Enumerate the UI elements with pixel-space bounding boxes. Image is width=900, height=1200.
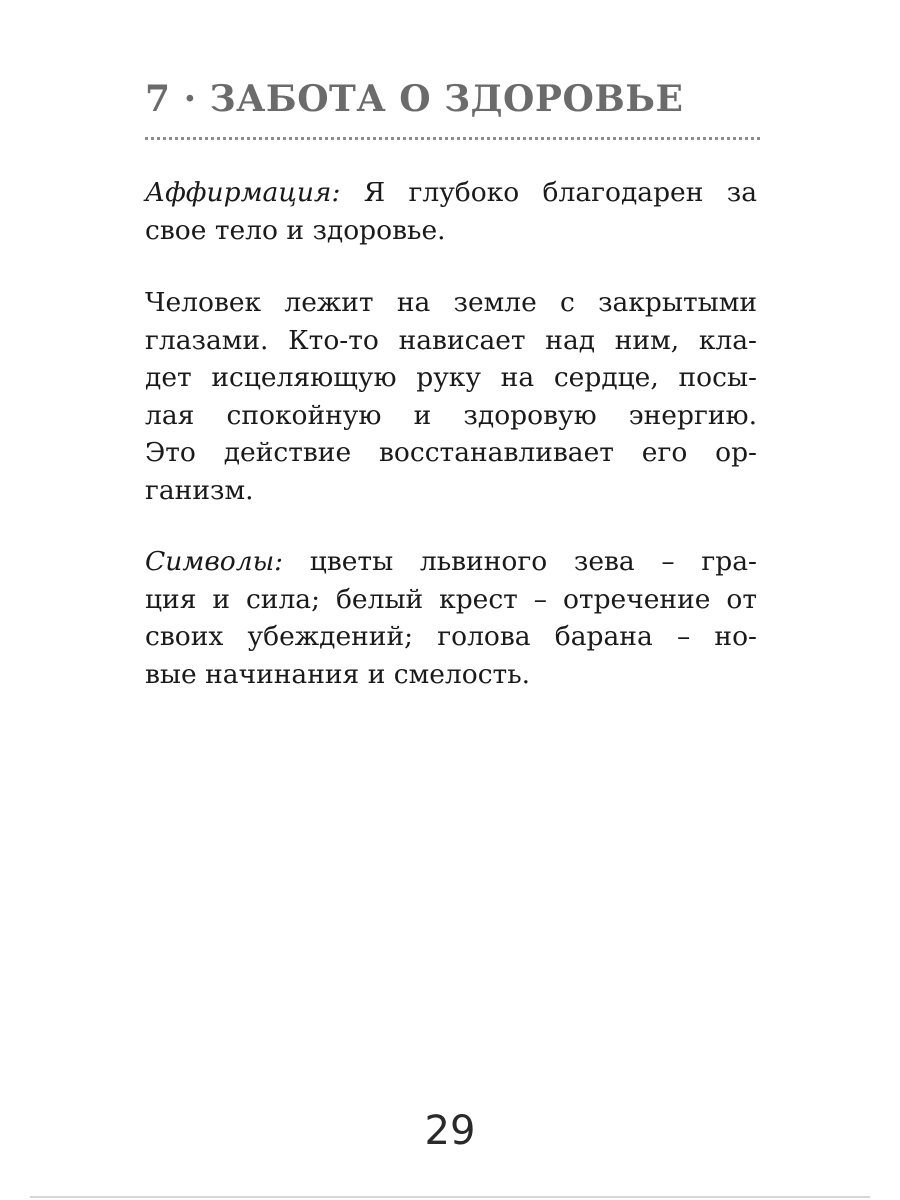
description-paragraph	[145, 284, 757, 509]
symbols-text: цветы львиного зева – гра-	[283, 546, 757, 577]
description-line: дет исцеляющую руку на сердце, посы-	[145, 362, 757, 393]
symbols-line: вые начинания и смелость.	[145, 658, 531, 690]
page-number: 29	[424, 1108, 476, 1154]
affirmation-text: Я глубоко благодарен за	[340, 177, 757, 208]
chapter-title: 7 · ЗАБОТА О ЗДОРОВЬЕ	[145, 78, 684, 120]
description-line: лая спокойную и здоровую энергию.	[145, 399, 757, 431]
description-line: глазами. Кто-то нависает над ним, кла-	[145, 324, 757, 356]
affirmation-line	[145, 174, 757, 212]
affirmation-paragraph	[145, 174, 757, 249]
symbols-paragraph	[145, 543, 757, 693]
affirmation-line: свое тело и здоровье.	[145, 214, 446, 246]
description-line: Это действие восстанавливает его ор-	[145, 437, 757, 468]
symbols-line: ция и сила; белый крест – отречение от	[145, 583, 757, 615]
symbols-label: Символы:	[145, 546, 284, 577]
dotted-divider	[145, 137, 760, 140]
description-line: Человек лежит на земле с закрытыми	[145, 287, 757, 318]
bottom-divider	[30, 1196, 870, 1198]
symbols-line: своих убеждений; голова барана – но-	[145, 621, 757, 652]
affirmation-label: Аффирмация:	[145, 177, 341, 208]
description-line: ганизм.	[145, 474, 254, 506]
symbols-line	[145, 543, 757, 581]
